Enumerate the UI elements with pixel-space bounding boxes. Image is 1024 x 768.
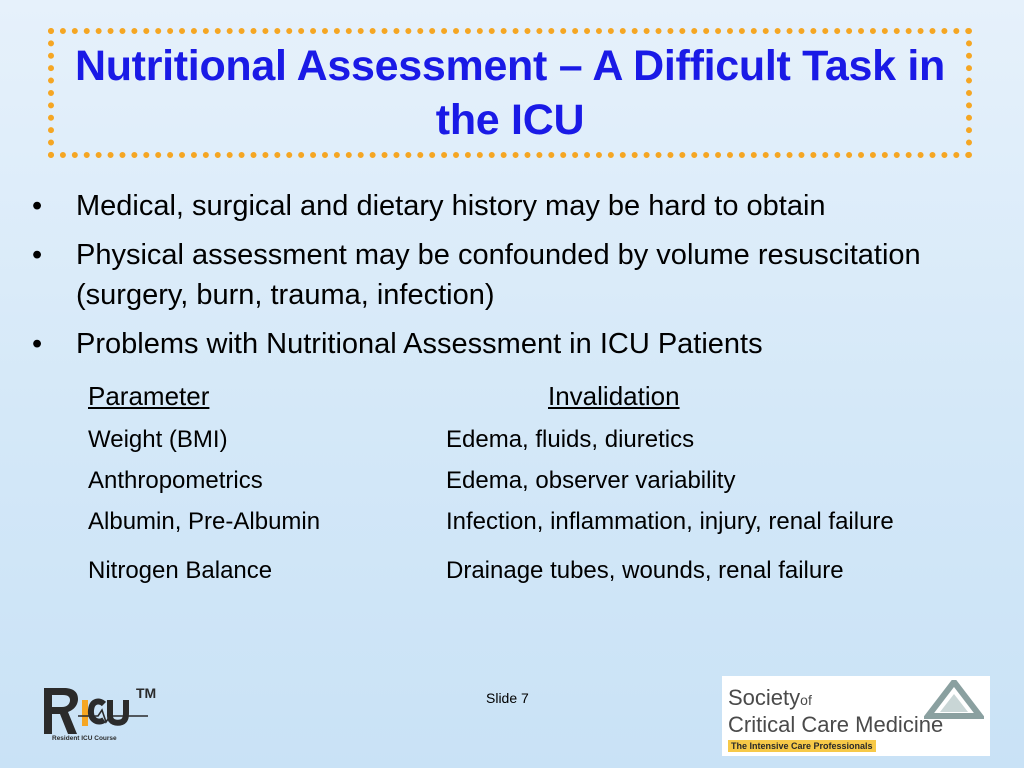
sccm-name-line2: Critical Care Medicine	[728, 712, 944, 737]
sccm-logo	[722, 676, 990, 756]
table-cell-invalidation: Edema, observer variability	[446, 467, 736, 494]
slide-title: Nutritional Assessment – A Difficult Task in the ICU	[74, 42, 946, 144]
bullet-item	[30, 186, 990, 226]
ricu-logo-icon	[38, 680, 178, 744]
sccm-name-line1: Society	[728, 685, 801, 710]
table-cell-parameter: Weight (BMI)	[88, 426, 228, 453]
bullet-icon: •	[32, 190, 43, 222]
table-cell-parameter: Nitrogen Balance	[88, 557, 273, 584]
table-row	[88, 422, 1008, 463]
table-cell-parameter: Anthropometrics	[88, 467, 263, 494]
sccm-tagline: The Intensive Care Professionals	[728, 740, 876, 752]
assessment-table	[88, 378, 1008, 594]
table-row	[88, 463, 1008, 504]
bullet-text: Medical, surgical and dietary history may be hard to obtain	[76, 190, 826, 222]
table-cell-parameter: Albumin, Pre-Albumin	[88, 508, 321, 535]
bullet-item	[30, 324, 990, 364]
sccm-name-of: of	[800, 692, 812, 708]
table-cell-invalidation: Drainage tubes, wounds, renal failure	[446, 557, 844, 584]
table-cell-invalidation: Edema, fluids, diuretics	[446, 426, 695, 453]
table-row	[88, 504, 1008, 545]
ricu-trademark: TM	[136, 685, 157, 701]
bullet-item	[30, 235, 990, 315]
sccm-name	[728, 686, 943, 738]
ricu-caption: Resident ICU Course	[52, 735, 117, 742]
title-frame	[48, 28, 972, 158]
bullet-icon: •	[32, 239, 43, 271]
header-parameter: Parameter	[88, 381, 210, 411]
bullet-text: Problems with Nutritional Assessment in ICU Patients	[76, 328, 763, 360]
table-row	[88, 553, 1008, 594]
header-invalidation: Invalidation	[548, 381, 680, 411]
bullet-icon: •	[32, 328, 43, 360]
slide-number: Slide 7	[486, 690, 529, 706]
table-cell-invalidation: Infection, inflammation, injury, renal failure	[446, 508, 894, 535]
bullet-text: Physical assessment may be confounded by volume resuscitation (surgery, burn, trauma, infection)	[76, 239, 921, 311]
ricu-logo	[38, 680, 178, 744]
table-header-row	[88, 378, 1008, 422]
bullet-list	[30, 186, 990, 373]
